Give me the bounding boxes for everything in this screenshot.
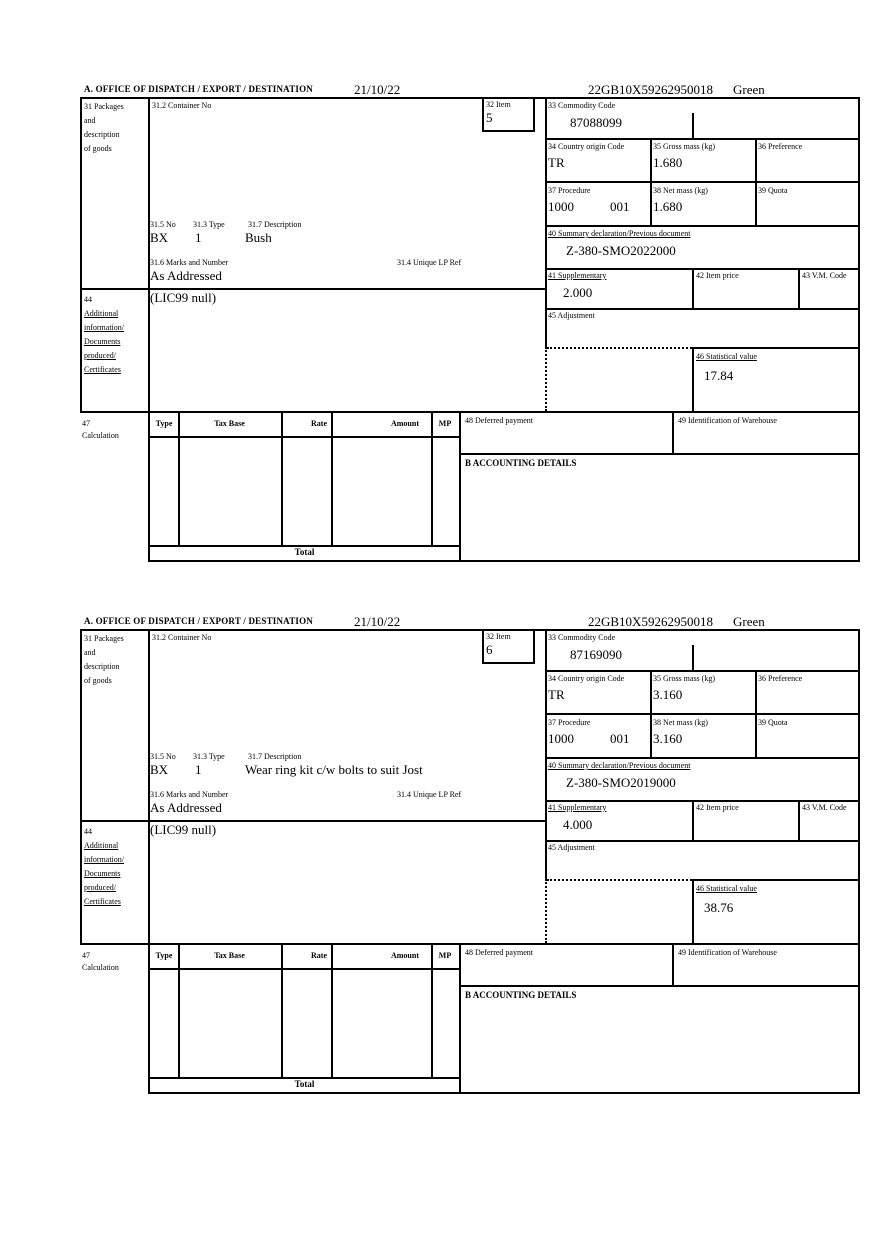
box32-item-number: 5 — [486, 110, 493, 125]
box44-label-line: produced/ — [84, 351, 116, 360]
box38-net-mass-label: 38 Net mass (kg) — [653, 186, 708, 195]
box48-deferred-payment — [461, 945, 672, 987]
box31-packages-label — [84, 632, 124, 688]
grid-line — [545, 840, 858, 842]
box31-5-no-label: 31.5 No — [150, 752, 176, 761]
box32-item-label: 32 Item — [486, 100, 511, 109]
box47-label-line: Calculation — [82, 431, 119, 440]
box31-label-line: and — [84, 648, 96, 657]
accounting-details-label: B ACCOUNTING DETAILS — [465, 990, 577, 1000]
box44-label-line: information/ — [84, 323, 124, 332]
box44-label-line: Additional — [84, 309, 119, 318]
box48-deferred-payment — [461, 413, 672, 455]
box31-label-line: 31 Packages — [84, 634, 124, 643]
box44-label-line: information/ — [84, 855, 124, 864]
calc-column-header-amount: Amount — [390, 419, 419, 428]
box37-procedure-label: 37 Procedure — [548, 186, 591, 195]
goods-item-box — [80, 629, 860, 945]
box31-3-type-value: 1 — [195, 762, 202, 777]
box44-label-line: Certificates — [84, 897, 121, 906]
box43-vm-code-label: 43 V.M. Code — [802, 271, 847, 280]
calc-column-header-type: Type — [155, 419, 173, 428]
box33-subdivision-line — [692, 645, 694, 670]
box35-gross-mass-value: 1.680 — [653, 155, 683, 170]
box49-warehouse — [672, 413, 860, 455]
box49-warehouse-label: 49 Identification of Warehouse — [678, 416, 777, 425]
box39-quota-label: 39 Quota — [758, 718, 788, 727]
grid-line — [545, 138, 858, 140]
box31-5-no-value: BX — [150, 230, 169, 245]
grid-line — [431, 413, 433, 545]
grid-line — [755, 670, 757, 759]
box34-country-origin-label: 34 Country origin Code — [548, 674, 625, 683]
grid-line — [798, 268, 800, 310]
box44-label-line: Documents — [84, 337, 121, 346]
box41-supplementary-value: 4.000 — [563, 817, 593, 832]
box34-country-origin-label: 34 Country origin Code — [548, 142, 625, 151]
box44-label-line: Documents — [84, 869, 121, 878]
accounting-details-box — [461, 987, 860, 1094]
box38-net-mass-value: 1.680 — [653, 199, 683, 214]
grid-line — [178, 945, 180, 1077]
box31-5-no-value: BX — [150, 762, 169, 777]
box49-warehouse-label: 49 Identification of Warehouse — [678, 948, 777, 957]
office-of-dispatch-label: A. OFFICE OF DISPATCH / EXPORT / DESTINATION — [84, 84, 314, 94]
box36-preference-label: 36 Preference — [758, 674, 803, 683]
calc-column-header-tax-base: Tax Base — [214, 419, 245, 428]
box35-gross-mass-label: 35 Gross mass (kg) — [653, 142, 715, 151]
box34-country-origin-value: TR — [548, 687, 565, 702]
box41-supplementary-label: 41 Supplementary — [548, 271, 607, 280]
box31-label-line: and — [84, 116, 96, 125]
calc-total-label: Total — [294, 547, 315, 557]
box33-commodity-code-value: 87169090 — [570, 647, 622, 662]
grid-line — [755, 138, 757, 227]
dotted-grid-line — [545, 879, 547, 943]
box43-vm-code-label: 43 V.M. Code — [802, 803, 847, 812]
goods-item-box — [80, 97, 860, 413]
grid-line — [150, 436, 459, 438]
box47-number: 47 — [82, 951, 90, 960]
grid-line — [650, 138, 652, 227]
box41-supplementary-label: 41 Supplementary — [548, 803, 607, 812]
dotted-grid-line — [547, 879, 692, 881]
grid-line — [545, 181, 858, 183]
box33-commodity-code-value: 87088099 — [570, 115, 622, 130]
box48-deferred-payment-label: 48 Deferred payment — [465, 948, 533, 957]
box31-label-line: of goods — [84, 144, 112, 153]
box49-warehouse — [672, 945, 860, 987]
grid-line — [331, 945, 333, 1077]
box40-previous-document-value: Z-380-SMO2019000 — [566, 775, 676, 790]
box37-procedure-value: 1000 — [548, 199, 574, 214]
accounting-details-box — [461, 455, 860, 562]
box46-statistical-value: 38.76 — [704, 900, 734, 915]
declaration-item-section — [80, 614, 860, 1094]
box31-packages-label — [84, 100, 124, 156]
declaration-reference: 22GB10X59262950018 — [588, 82, 713, 97]
box46-statistical-value-label: 46 Statistical value — [696, 884, 757, 893]
declaration-date: 21/10/22 — [354, 82, 401, 97]
box37-procedure-extension: 001 — [610, 199, 630, 214]
box36-preference-label: 36 Preference — [758, 142, 803, 151]
calc-column-header-tax-base: Tax Base — [214, 951, 245, 960]
box31-4-unique-lp-ref-label: 31.4 Unique LP Ref — [397, 258, 462, 267]
grid-line — [798, 800, 800, 842]
box46-statistical-value: 17.84 — [704, 368, 734, 383]
box31-label-line: of goods — [84, 676, 112, 685]
box32-item-box — [482, 631, 535, 664]
box31-5-no-label: 31.5 No — [150, 220, 176, 229]
box31-label-line: 31 Packages — [84, 102, 124, 111]
box31-7-description-label: 31.7 Description — [248, 752, 302, 761]
box33-commodity-code-label: 33 Commodity Code — [548, 101, 616, 110]
grid-line — [331, 413, 333, 545]
box33-subdivision-line — [692, 113, 694, 138]
box31-2-container-no-label: 31.2 Container No — [152, 101, 212, 110]
box40-previous-document-label: 40 Summary declaration/Previous document — [548, 229, 691, 238]
box44-label-line: Certificates — [84, 365, 121, 374]
calc-column-header-type: Type — [155, 951, 173, 960]
box31-label-line: description — [84, 662, 120, 671]
box45-adjustment-label: 45 Adjustment — [548, 311, 595, 320]
box44-number: 44 — [84, 295, 92, 304]
grid-line — [692, 879, 694, 943]
calc-column-header-rate: Rate — [311, 419, 327, 428]
box32-item-label: 32 Item — [486, 632, 511, 641]
box48-deferred-payment-label: 48 Deferred payment — [465, 416, 533, 425]
grid-line — [692, 268, 694, 310]
box44-number: 44 — [84, 827, 92, 836]
box35-gross-mass-label: 35 Gross mass (kg) — [653, 674, 715, 683]
box47-label-line: Calculation — [82, 963, 119, 972]
grid-line — [431, 945, 433, 1077]
box42-item-price-label: 42 Item price — [696, 803, 739, 812]
box47-calculation-label — [82, 418, 142, 442]
box31-6-marks-value: As Addressed — [150, 268, 222, 283]
grid-line — [545, 308, 858, 310]
grid-line — [692, 347, 694, 411]
box45-adjustment-label: 45 Adjustment — [548, 843, 595, 852]
routing-status: Green — [733, 82, 765, 97]
declaration-item-section — [80, 82, 860, 562]
dotted-grid-line — [545, 347, 547, 411]
grid-line — [148, 631, 150, 943]
box31-6-marks-label: 31.6 Marks and Number — [150, 790, 229, 799]
box42-item-price-label: 42 Item price — [696, 271, 739, 280]
box44-additional-info-value: (LIC99 null) — [150, 290, 217, 305]
declaration-reference: 22GB10X59262950018 — [588, 614, 713, 629]
calc-total-label: Total — [294, 1079, 315, 1089]
calc-column-header-mp: MP — [438, 951, 452, 960]
grid-line — [281, 413, 283, 545]
box31-3-type-value: 1 — [195, 230, 202, 245]
box37-procedure-label: 37 Procedure — [548, 718, 591, 727]
box40-previous-document-value: Z-380-SMO2022000 — [566, 243, 676, 258]
grid-line — [692, 800, 694, 842]
box31-2-container-no-label: 31.2 Container No — [152, 633, 212, 642]
grid-line — [148, 99, 150, 411]
box32-item-number: 6 — [486, 642, 493, 657]
grid-line — [692, 347, 858, 349]
accounting-details-label: B ACCOUNTING DETAILS — [465, 458, 577, 468]
box31-7-description-value: Wear ring kit c/w bolts to suit Jost — [245, 762, 423, 777]
grid-line — [178, 413, 180, 545]
box44-additional-info-value: (LIC99 null) — [150, 822, 217, 837]
box31-4-unique-lp-ref-label: 31.4 Unique LP Ref — [397, 790, 462, 799]
calculation-table — [148, 945, 461, 1094]
box31-7-description-value: Bush — [245, 230, 272, 245]
box38-net-mass-value: 3.160 — [653, 731, 683, 746]
box33-commodity-code-label: 33 Commodity Code — [548, 633, 616, 642]
dotted-grid-line — [547, 347, 692, 349]
calculation-table — [148, 413, 461, 562]
box35-gross-mass-value: 3.160 — [653, 687, 683, 702]
box37-procedure-extension: 001 — [610, 731, 630, 746]
box38-net-mass-label: 38 Net mass (kg) — [653, 718, 708, 727]
grid-line — [692, 879, 858, 881]
box44-additional-info-label — [84, 825, 124, 909]
box44-label-line: Additional — [84, 841, 119, 850]
grid-line — [545, 670, 858, 672]
box34-country-origin-value: TR — [548, 155, 565, 170]
grid-line — [650, 670, 652, 759]
box44-additional-info-label — [84, 293, 124, 377]
grid-line — [150, 968, 459, 970]
box31-6-marks-value: As Addressed — [150, 800, 222, 815]
grid-line — [545, 225, 858, 227]
box46-statistical-value-label: 46 Statistical value — [696, 352, 757, 361]
box47-calculation-label — [82, 950, 142, 974]
box41-supplementary-value: 2.000 — [563, 285, 593, 300]
calc-column-header-amount: Amount — [390, 951, 419, 960]
grid-line — [545, 800, 858, 802]
box31-label-line: description — [84, 130, 120, 139]
box39-quota-label: 39 Quota — [758, 186, 788, 195]
box47-number: 47 — [82, 419, 90, 428]
box31-7-description-label: 31.7 Description — [248, 220, 302, 229]
box40-previous-document-label: 40 Summary declaration/Previous document — [548, 761, 691, 770]
box31-3-type-label: 31.3 Type — [193, 752, 225, 761]
calc-column-header-rate: Rate — [311, 951, 327, 960]
grid-line — [281, 945, 283, 1077]
box37-procedure-value: 1000 — [548, 731, 574, 746]
routing-status: Green — [733, 614, 765, 629]
box32-item-box — [482, 99, 535, 132]
grid-line — [545, 757, 858, 759]
box31-3-type-label: 31.3 Type — [193, 220, 225, 229]
grid-line — [545, 268, 858, 270]
office-of-dispatch-label: A. OFFICE OF DISPATCH / EXPORT / DESTINATION — [84, 616, 314, 626]
box31-6-marks-label: 31.6 Marks and Number — [150, 258, 229, 267]
box44-label-line: produced/ — [84, 883, 116, 892]
grid-line — [545, 713, 858, 715]
declaration-date: 21/10/22 — [354, 614, 401, 629]
calc-column-header-mp: MP — [438, 419, 452, 428]
